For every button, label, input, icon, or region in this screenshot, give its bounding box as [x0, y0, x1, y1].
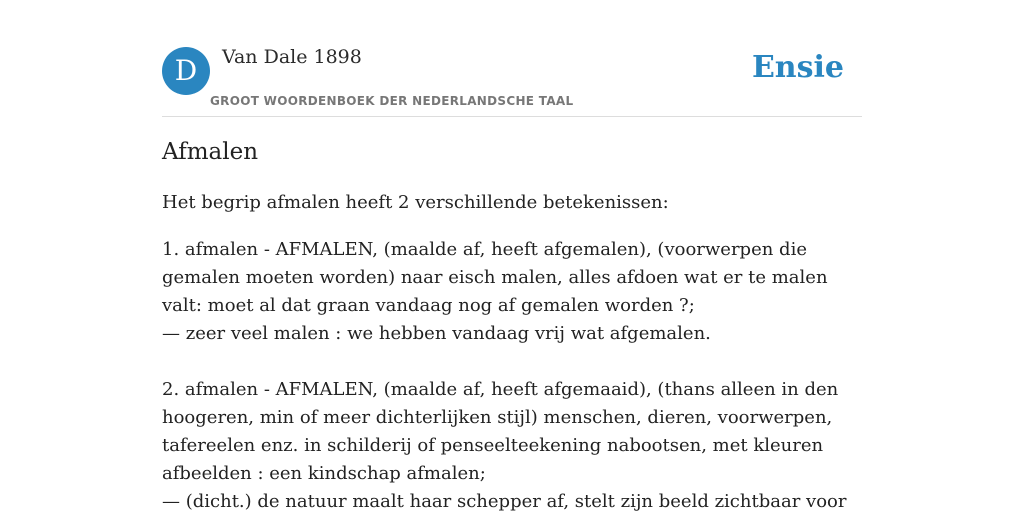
definition-1: [162, 236, 862, 348]
definition-example: — (dicht.) de natuur maalt haar schepper af, stelt zijn beeld zichtbaar voor: [162, 491, 847, 512]
source-title[interactable]: Van Dale 1898: [222, 46, 362, 68]
header: [162, 0, 862, 117]
definition-example: — zeer veel malen : we hebben vandaag vrij wat afgemalen.: [162, 323, 711, 344]
brand-logo[interactable]: Ensie: [751, 50, 844, 85]
definition-text: 2. afmalen - AFMALEN, (maalde af, heeft afgemaaid), (thans alleen in den hoogeren, min of meer dichterlijken stijl) menschen, dieren, voorwerpen, tafereelen enz. in schilderij of penseelteekening nabootsen, met kleuren afbeelden : een kindschap afmalen;: [162, 379, 839, 484]
source-logo[interactable]: D: [162, 47, 210, 95]
entry-intro: Het begrip afmalen heeft 2 verschillende betekenissen:: [162, 192, 669, 213]
page-title: Afmalen: [162, 139, 259, 165]
entry-content: [162, 117, 862, 512]
definition-text: 1. afmalen - AFMALEN, (maalde af, heeft afgemalen), (voorwerpen die gemalen moeten worden) naar eisch malen, alles afdoen wat er te malen valt: moet al dat graan vandaag nog af gemalen worden ?;: [162, 239, 828, 316]
source-subtitle: GROOT WOORDENBOEK DER NEDERLANDSCHE TAAL: [210, 94, 574, 108]
page: [162, 0, 862, 512]
definition-2: [162, 376, 862, 512]
